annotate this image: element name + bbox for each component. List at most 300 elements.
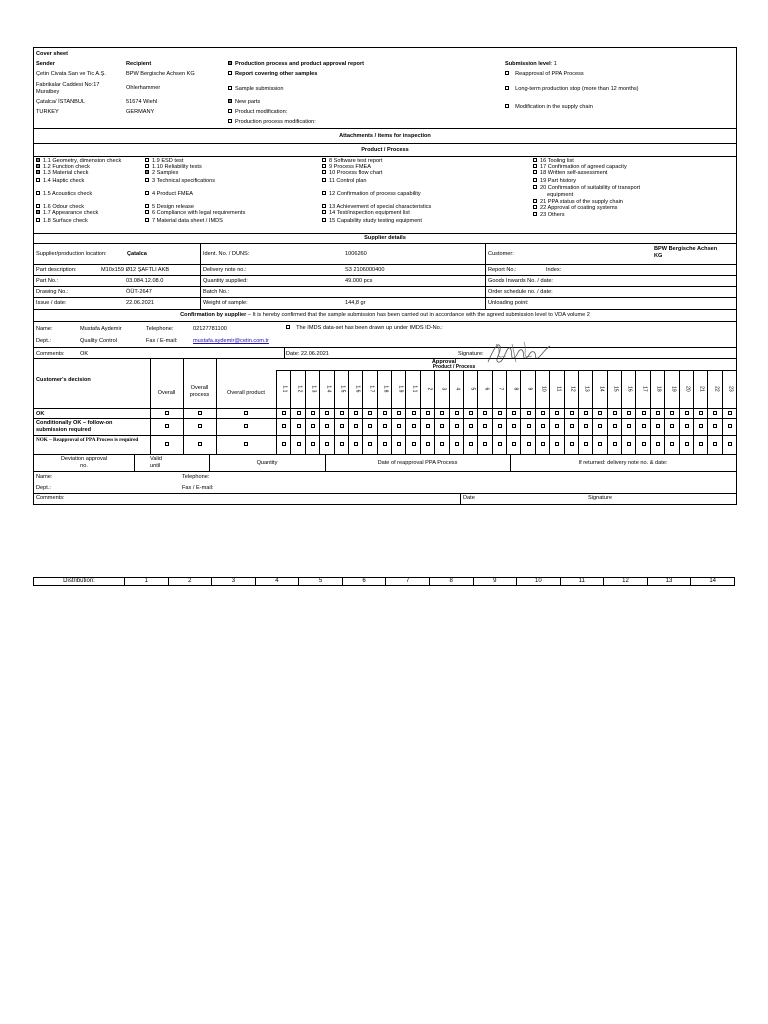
checkbox-icon[interactable] xyxy=(354,411,358,415)
attachment-item[interactable] xyxy=(145,191,193,197)
decision-cell[interactable] xyxy=(564,435,579,454)
decision-cell[interactable] xyxy=(707,435,722,454)
decision-cell[interactable] xyxy=(707,408,722,418)
checkbox-icon[interactable] xyxy=(311,424,315,428)
attachment-item[interactable] xyxy=(533,178,576,184)
checkbox-icon[interactable] xyxy=(440,411,444,415)
decision-cell[interactable] xyxy=(477,435,492,454)
checkbox-icon[interactable] xyxy=(322,204,326,208)
decision-cell[interactable] xyxy=(276,435,291,454)
decision-cell[interactable] xyxy=(506,408,521,418)
checkbox-icon[interactable] xyxy=(555,424,559,428)
checkbox-icon[interactable] xyxy=(228,86,232,90)
checkbox-icon[interactable] xyxy=(354,424,358,428)
decision-cell[interactable] xyxy=(449,408,464,418)
goods-label: Goods Inwards No. / date: xyxy=(488,278,553,284)
attachment-item[interactable] xyxy=(36,218,88,224)
attachment-item[interactable] xyxy=(322,191,421,197)
decision-cell[interactable] xyxy=(492,418,507,435)
decision-cell[interactable] xyxy=(477,418,492,435)
checkbox-icon[interactable] xyxy=(541,411,545,415)
decision-cell[interactable] xyxy=(520,418,535,435)
checkbox-icon[interactable] xyxy=(244,424,248,428)
attachment-item[interactable] xyxy=(533,212,565,218)
checkbox-icon[interactable] xyxy=(728,424,732,428)
decision-cell[interactable] xyxy=(722,408,737,418)
checkbox-icon[interactable] xyxy=(699,442,703,446)
recipient-line-4: GERMANY xyxy=(126,109,155,115)
checkbox-icon[interactable] xyxy=(527,424,531,428)
imds-option[interactable]: The IMDS data-set has been drawn up under IMDS ID-No.: xyxy=(286,325,443,331)
decision-cell[interactable] xyxy=(693,408,708,418)
checkbox-icon[interactable] xyxy=(505,71,509,75)
checkbox-icon[interactable] xyxy=(325,424,329,428)
decision-cell[interactable] xyxy=(434,408,449,418)
checkbox-icon[interactable] xyxy=(656,424,660,428)
checkbox-icon[interactable] xyxy=(469,424,473,428)
decision-cell[interactable] xyxy=(621,418,636,435)
checkbox-icon[interactable] xyxy=(145,178,149,182)
checkbox-icon[interactable] xyxy=(455,424,459,428)
overall-process-1: Overall xyxy=(190,385,209,391)
checkbox-icon[interactable] xyxy=(598,424,602,428)
checkbox-icon[interactable] xyxy=(322,164,326,168)
decision-cell[interactable] xyxy=(549,418,564,435)
reason-right-3[interactable]: Modification in the supply chain xyxy=(505,104,593,110)
decision-cell[interactable] xyxy=(693,418,708,435)
checkbox-icon[interactable] xyxy=(311,442,315,446)
checkbox-icon[interactable] xyxy=(685,442,689,446)
checkbox-icon[interactable] xyxy=(198,411,202,415)
checkbox-icon[interactable] xyxy=(670,411,674,415)
checkbox-icon[interactable] xyxy=(512,411,516,415)
decision-cell[interactable] xyxy=(679,418,694,435)
decision-cell[interactable] xyxy=(183,435,216,454)
valid-1: Valid xyxy=(150,456,163,462)
checkbox-icon[interactable] xyxy=(656,442,660,446)
checkbox-icon[interactable] xyxy=(297,424,301,428)
decision-cell[interactable] xyxy=(290,418,305,435)
checkbox-icon[interactable] xyxy=(322,210,326,214)
checkbox-icon[interactable] xyxy=(325,411,329,415)
attachment-item[interactable] xyxy=(533,205,617,211)
decision-cell[interactable] xyxy=(420,408,435,418)
checkbox-icon[interactable] xyxy=(483,442,487,446)
attachment-item[interactable] xyxy=(322,178,367,184)
checkbox-icon[interactable] xyxy=(570,442,574,446)
decision-cell[interactable] xyxy=(305,435,320,454)
checkbox-icon[interactable] xyxy=(297,411,301,415)
checkbox-icon[interactable] xyxy=(36,204,40,208)
decision-cell[interactable] xyxy=(621,435,636,454)
decision-cell[interactable] xyxy=(276,418,291,435)
checkbox-icon[interactable] xyxy=(282,442,286,446)
checkbox-icon[interactable] xyxy=(322,158,326,162)
decision-cell[interactable] xyxy=(276,408,291,418)
checkbox-icon[interactable] xyxy=(322,191,326,195)
decision-cell[interactable] xyxy=(664,435,679,454)
checkbox-icon[interactable] xyxy=(685,424,689,428)
attachment-item[interactable] xyxy=(533,192,573,198)
checkbox-icon[interactable] xyxy=(228,119,232,123)
attachment-label: 19 Part history xyxy=(540,178,577,184)
checkbox-icon[interactable] xyxy=(228,71,232,75)
checkbox-icon[interactable] xyxy=(198,424,202,428)
checkbox-icon[interactable] xyxy=(322,218,326,222)
checkbox-icon[interactable] xyxy=(244,411,248,415)
checkbox-icon[interactable] xyxy=(533,178,537,182)
checkbox-icon[interactable] xyxy=(483,424,487,428)
checkbox-icon[interactable] xyxy=(36,170,40,174)
checkbox-icon[interactable] xyxy=(533,205,537,209)
decision-cell[interactable] xyxy=(621,408,636,418)
checkbox-icon[interactable] xyxy=(325,442,329,446)
conf-email-link[interactable]: mustafa.aydemir@cetin.com.tr xyxy=(193,338,269,344)
decision-cell[interactable] xyxy=(635,418,650,435)
decision-cell[interactable] xyxy=(377,408,392,418)
decision-cell[interactable] xyxy=(150,435,183,454)
checkbox-icon[interactable] xyxy=(340,442,344,446)
checkbox-icon[interactable] xyxy=(533,199,537,203)
checkbox-icon[interactable] xyxy=(282,424,286,428)
checkbox-icon[interactable] xyxy=(627,424,631,428)
checkbox-icon[interactable] xyxy=(368,442,372,446)
checkbox-icon[interactable] xyxy=(555,411,559,415)
attachment-item[interactable] xyxy=(322,218,422,224)
item-col-label: 4 xyxy=(454,387,461,391)
decision-cell[interactable] xyxy=(305,418,320,435)
decision-cell[interactable] xyxy=(348,408,363,418)
checkbox-icon[interactable] xyxy=(228,61,232,65)
decision-cell[interactable] xyxy=(216,418,276,435)
checkbox-icon[interactable] xyxy=(670,442,674,446)
decision-cell[interactable] xyxy=(635,435,650,454)
decision-cell[interactable] xyxy=(319,408,334,418)
checkbox-icon[interactable] xyxy=(584,442,588,446)
decision-cell[interactable] xyxy=(377,435,392,454)
checkbox-icon[interactable] xyxy=(613,411,617,415)
checkbox-icon[interactable] xyxy=(483,411,487,415)
decision-cell[interactable] xyxy=(348,435,363,454)
decision-cell[interactable] xyxy=(607,418,622,435)
checkbox-icon[interactable] xyxy=(670,424,674,428)
checkbox-icon[interactable] xyxy=(584,424,588,428)
checkbox-icon[interactable] xyxy=(322,170,326,174)
checkbox-icon[interactable] xyxy=(397,411,401,415)
decision-cell[interactable] xyxy=(449,435,464,454)
decision-cell[interactable] xyxy=(319,435,334,454)
checkbox-icon[interactable] xyxy=(145,218,149,222)
decision-cell[interactable] xyxy=(607,408,622,418)
decision-cell[interactable] xyxy=(463,435,478,454)
checkbox-icon[interactable] xyxy=(198,442,202,446)
checkbox-icon[interactable] xyxy=(505,104,509,108)
attachment-item[interactable] xyxy=(322,210,410,216)
decision-cell[interactable] xyxy=(650,408,665,418)
item-col-header xyxy=(679,370,694,408)
checkbox-icon[interactable] xyxy=(699,411,703,415)
checkbox-icon[interactable] xyxy=(728,442,732,446)
decision-cell[interactable] xyxy=(420,435,435,454)
checkbox-icon[interactable] xyxy=(512,424,516,428)
checkbox-icon[interactable] xyxy=(145,204,149,208)
checkbox-icon[interactable] xyxy=(145,158,149,162)
decision-cell[interactable] xyxy=(578,408,593,418)
checkbox-icon[interactable] xyxy=(286,325,290,329)
attachment-item[interactable] xyxy=(533,170,607,176)
checkbox-icon[interactable] xyxy=(383,424,387,428)
decision-cell[interactable] xyxy=(216,435,276,454)
decision-cell[interactable] xyxy=(305,408,320,418)
checkbox-icon[interactable] xyxy=(455,411,459,415)
checkbox-icon[interactable] xyxy=(627,442,631,446)
decision-cell[interactable] xyxy=(722,418,737,435)
decision-cell[interactable] xyxy=(290,408,305,418)
attachment-item[interactable] xyxy=(36,170,88,176)
decision-cell[interactable] xyxy=(549,435,564,454)
decision-cell[interactable] xyxy=(391,408,406,418)
checkbox-icon[interactable] xyxy=(555,442,559,446)
checkbox-icon[interactable] xyxy=(340,424,344,428)
checkbox-icon[interactable] xyxy=(533,170,537,174)
decision-cell[interactable] xyxy=(290,435,305,454)
decision-cell[interactable] xyxy=(650,435,665,454)
checkbox-icon[interactable] xyxy=(512,442,516,446)
decision-cell[interactable] xyxy=(535,408,550,418)
checkbox-icon[interactable] xyxy=(498,411,502,415)
checkbox-icon[interactable] xyxy=(36,218,40,222)
unloading-label: Unloading point: xyxy=(488,300,529,306)
decision-cell[interactable] xyxy=(362,418,377,435)
reason-4[interactable]: New parts xyxy=(228,99,260,105)
checkbox-icon[interactable] xyxy=(598,411,602,415)
attachment-item[interactable] xyxy=(145,210,245,216)
attachment-label: 1.9 ESD test xyxy=(152,158,184,164)
checkbox-icon[interactable] xyxy=(541,424,545,428)
checkbox-icon[interactable] xyxy=(598,442,602,446)
decision-cell[interactable] xyxy=(549,408,564,418)
attachment-item[interactable] xyxy=(36,210,98,216)
decision-cell[interactable] xyxy=(578,435,593,454)
checkbox-icon[interactable] xyxy=(340,411,344,415)
decision-cell[interactable] xyxy=(434,435,449,454)
decision-cell[interactable] xyxy=(506,435,521,454)
dec-fax-label: Fax / E-mail: xyxy=(182,485,214,491)
decision-cell[interactable] xyxy=(520,435,535,454)
distribution-cell: 13 xyxy=(647,578,691,586)
checkbox-icon[interactable] xyxy=(368,411,372,415)
checkbox-icon[interactable] xyxy=(498,442,502,446)
checkbox-icon[interactable] xyxy=(570,411,574,415)
checkbox-icon[interactable] xyxy=(498,424,502,428)
checkbox-icon[interactable] xyxy=(36,191,40,195)
item-col-label: 1.6 xyxy=(353,385,360,393)
decision-cell[interactable] xyxy=(693,435,708,454)
decision-cell[interactable] xyxy=(319,418,334,435)
decision-cell[interactable] xyxy=(564,408,579,418)
decision-cell[interactable] xyxy=(334,435,349,454)
decision-cell[interactable] xyxy=(535,435,550,454)
decision-cell[interactable] xyxy=(592,418,607,435)
item-col-header xyxy=(449,370,464,408)
checkbox-icon[interactable] xyxy=(533,212,537,216)
checkbox-icon[interactable] xyxy=(469,411,473,415)
checkbox-icon[interactable] xyxy=(228,109,232,113)
checkbox-icon[interactable] xyxy=(533,164,537,168)
decision-cell[interactable] xyxy=(449,418,464,435)
checkbox-icon[interactable] xyxy=(541,442,545,446)
reason-right-1[interactable]: Reapproval of PPA Process xyxy=(505,71,584,77)
decision-cell[interactable] xyxy=(420,418,435,435)
checkbox-icon[interactable] xyxy=(282,411,286,415)
reason-5[interactable]: Product modification: xyxy=(228,109,287,115)
checkbox-icon[interactable] xyxy=(426,424,430,428)
checkbox-icon[interactable] xyxy=(165,411,169,415)
checkbox-icon[interactable] xyxy=(642,411,646,415)
item-col-label: 1.3 xyxy=(310,385,317,393)
checkbox-icon[interactable] xyxy=(145,164,149,168)
reason-1[interactable]: Production process and product approval report xyxy=(228,61,364,67)
checkbox-icon[interactable] xyxy=(311,411,315,415)
decision-cell[interactable] xyxy=(607,435,622,454)
conf-name-label: Name: xyxy=(36,326,53,332)
decision-cell[interactable] xyxy=(535,418,550,435)
checkbox-icon[interactable] xyxy=(699,424,703,428)
decision-cell[interactable] xyxy=(463,418,478,435)
checkbox-icon[interactable] xyxy=(426,411,430,415)
decision-cell[interactable] xyxy=(492,435,507,454)
checkbox-icon[interactable] xyxy=(397,424,401,428)
decision-cell[interactable] xyxy=(592,435,607,454)
checkbox-icon[interactable] xyxy=(505,86,509,90)
checkbox-icon[interactable] xyxy=(228,99,232,103)
checkbox-icon[interactable] xyxy=(713,442,717,446)
checkbox-icon[interactable] xyxy=(36,158,40,162)
decision-cell[interactable] xyxy=(362,435,377,454)
decision-cell[interactable] xyxy=(520,408,535,418)
decision-cell[interactable] xyxy=(183,408,216,418)
checkbox-icon[interactable] xyxy=(145,170,149,174)
attachment-item[interactable] xyxy=(36,178,84,184)
decision-cell[interactable] xyxy=(377,418,392,435)
checkbox-icon[interactable] xyxy=(527,442,531,446)
checkbox-icon[interactable] xyxy=(145,210,149,214)
attachment-item[interactable] xyxy=(145,170,178,176)
checkbox-icon[interactable] xyxy=(412,411,416,415)
attachment-item[interactable] xyxy=(322,170,382,176)
decision-cell[interactable] xyxy=(506,418,521,435)
decision-cell[interactable] xyxy=(405,435,420,454)
checkbox-icon[interactable] xyxy=(426,442,430,446)
checkbox-icon[interactable] xyxy=(527,411,531,415)
decision-cell[interactable] xyxy=(592,408,607,418)
decision-cell[interactable] xyxy=(150,408,183,418)
decision-cell[interactable] xyxy=(664,408,679,418)
checkbox-icon[interactable] xyxy=(713,424,717,428)
checkbox-icon[interactable] xyxy=(440,442,444,446)
attachment-item[interactable] xyxy=(145,178,215,184)
checkbox-icon[interactable] xyxy=(713,411,717,415)
checkbox-icon[interactable] xyxy=(440,424,444,428)
decision-cell[interactable] xyxy=(477,408,492,418)
checkbox-icon[interactable] xyxy=(656,411,660,415)
checkbox-icon[interactable] xyxy=(368,424,372,428)
checkbox-icon[interactable] xyxy=(322,178,326,182)
decision-cell[interactable] xyxy=(334,408,349,418)
checkbox-icon[interactable] xyxy=(145,191,149,195)
decision-cell[interactable] xyxy=(722,435,737,454)
checkbox-icon[interactable] xyxy=(455,442,459,446)
reason-right-2[interactable]: Long-term production stop (more than 12 months) xyxy=(505,86,639,92)
checkbox-icon[interactable] xyxy=(354,442,358,446)
checkbox-icon[interactable] xyxy=(412,424,416,428)
reason-6[interactable]: Production process modification: xyxy=(228,119,316,125)
checkbox-icon[interactable] xyxy=(533,185,537,189)
decision-cell[interactable] xyxy=(434,418,449,435)
decision-cell[interactable] xyxy=(334,418,349,435)
decision-cell[interactable] xyxy=(362,408,377,418)
decision-cell[interactable] xyxy=(564,418,579,435)
decision-cell[interactable] xyxy=(405,418,420,435)
checkbox-icon[interactable] xyxy=(36,178,40,182)
decision-cell[interactable] xyxy=(679,435,694,454)
decision-cell[interactable] xyxy=(492,408,507,418)
decision-cell[interactable] xyxy=(707,418,722,435)
checkbox-icon[interactable] xyxy=(570,424,574,428)
checkbox-icon[interactable] xyxy=(685,411,689,415)
checkbox-icon[interactable] xyxy=(642,424,646,428)
checkbox-icon[interactable] xyxy=(613,442,617,446)
recipient-label: Recipient xyxy=(126,61,152,67)
checkbox-icon[interactable] xyxy=(584,411,588,415)
checkbox-icon[interactable] xyxy=(383,442,387,446)
decision-cell[interactable] xyxy=(150,418,183,435)
decision-cell[interactable] xyxy=(664,418,679,435)
decision-cell[interactable] xyxy=(405,408,420,418)
attachment-item[interactable] xyxy=(145,218,223,224)
decision-cell[interactable] xyxy=(650,418,665,435)
decision-cell[interactable] xyxy=(391,418,406,435)
checkbox-icon[interactable] xyxy=(36,164,40,168)
attachment-item[interactable] xyxy=(533,185,640,191)
checkbox-icon[interactable] xyxy=(383,411,387,415)
checkbox-icon[interactable] xyxy=(469,442,473,446)
attachment-item[interactable] xyxy=(36,191,92,197)
decision-cell[interactable] xyxy=(216,408,276,418)
decision-cell[interactable] xyxy=(679,408,694,418)
checkbox-icon[interactable] xyxy=(297,442,301,446)
checkbox-icon[interactable] xyxy=(533,158,537,162)
checkbox-icon[interactable] xyxy=(397,442,401,446)
checkbox-icon[interactable] xyxy=(642,442,646,446)
decision-cell[interactable] xyxy=(578,418,593,435)
checkbox-icon[interactable] xyxy=(412,442,416,446)
decision-cell[interactable] xyxy=(348,418,363,435)
decision-cell[interactable] xyxy=(635,408,650,418)
decision-cell[interactable] xyxy=(183,418,216,435)
decision-cell[interactable] xyxy=(391,435,406,454)
reason-2[interactable]: Report covering other samples xyxy=(228,71,317,77)
checkbox-icon[interactable] xyxy=(36,210,40,214)
checkbox-icon[interactable] xyxy=(165,424,169,428)
checkbox-icon[interactable] xyxy=(627,411,631,415)
checkbox-icon[interactable] xyxy=(728,411,732,415)
checkbox-icon[interactable] xyxy=(165,442,169,446)
reason-3[interactable]: Sample submission xyxy=(228,86,284,92)
checkbox-icon[interactable] xyxy=(613,424,617,428)
decision-cell[interactable] xyxy=(463,408,478,418)
checkbox-icon[interactable] xyxy=(244,442,248,446)
